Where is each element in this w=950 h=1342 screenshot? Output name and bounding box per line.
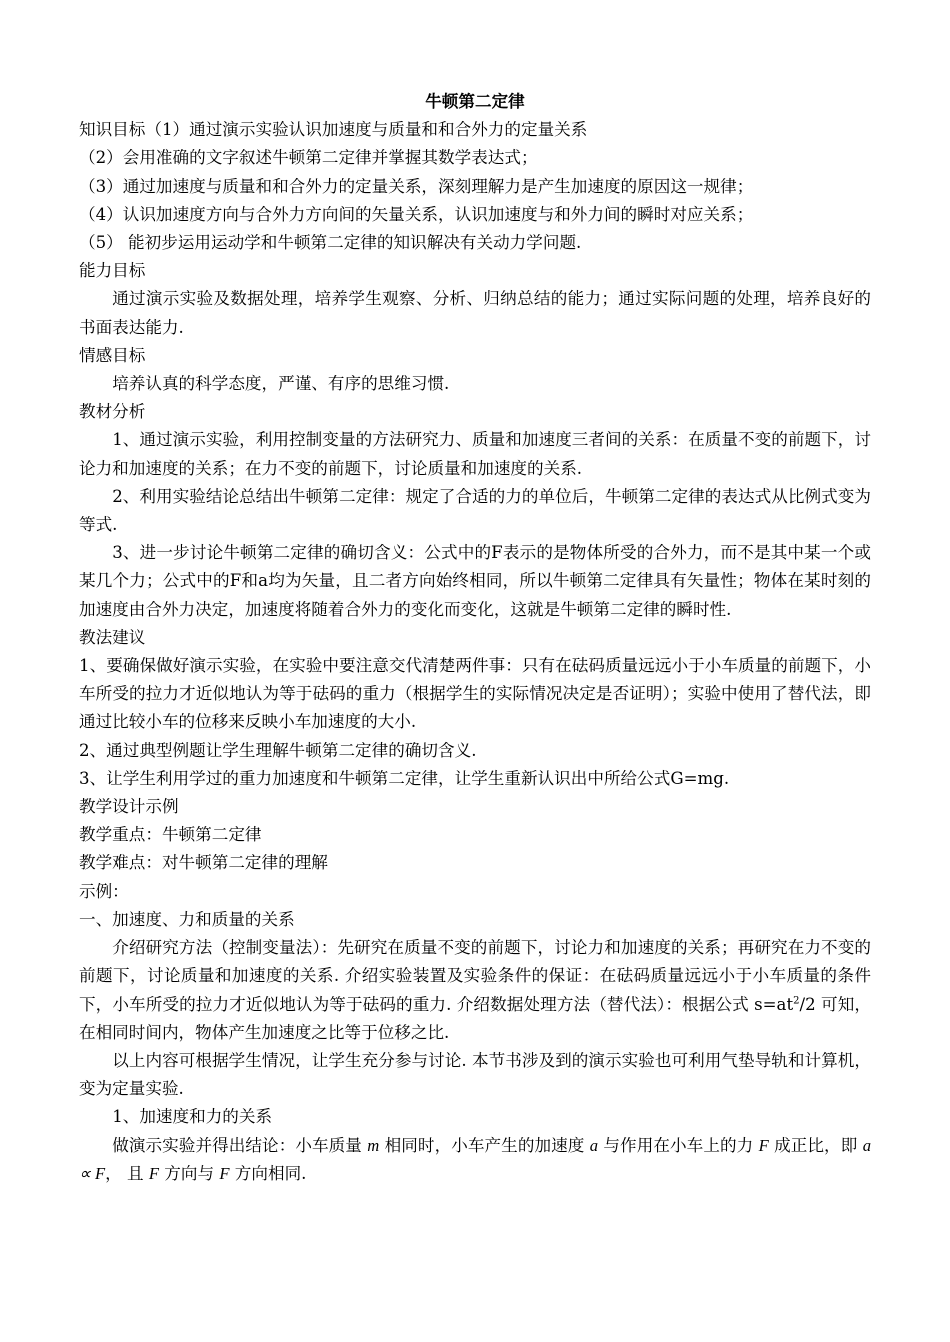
conclusion-paragraph bbox=[79, 1132, 871, 1188]
knowledge-goal-item: （5） 能初步运用运动学和牛顿第二定律的知识解决有关动力学问题. bbox=[79, 233, 582, 253]
analysis-heading: 教材分析 bbox=[79, 402, 146, 422]
method-item: 2、通过典型例题让学生理解牛顿第二定律的确切含义. bbox=[79, 740, 477, 760]
math-symbol-F: F bbox=[758, 1135, 769, 1155]
conclusion-text: ， 且 bbox=[105, 1163, 149, 1183]
design-heading: 教学设计示例 bbox=[79, 797, 179, 817]
subsection-heading: 1、加速度和力的关系 bbox=[112, 1107, 273, 1127]
discussion-paragraph: 以上内容可根据学生情况，让学生充分参与讨论. 本节书涉及到的演示实验也可利用气垫导轨和计算机，变为定量实验. bbox=[79, 1050, 871, 1099]
emotion-goals-heading: 情感目标 bbox=[79, 345, 146, 365]
conclusion-text: 成正比，即 bbox=[768, 1135, 863, 1155]
example-label: 示例： bbox=[79, 881, 129, 901]
knowledge-goal-item: （3）通过加速度与质量和和合外力的定量关系，深刻理解力是产生加速度的原因这一规律； bbox=[79, 176, 754, 196]
conclusion-text: 相同时，小车产生的加速度 bbox=[379, 1135, 590, 1155]
method-intro-text-end: /2 可知，在相同时间内，物体产生加速度之比等于位移之比. bbox=[79, 994, 871, 1042]
exponent: 2 bbox=[793, 994, 800, 1006]
difficulty-point: 教学难点：对牛顿第二定律的理解 bbox=[79, 853, 328, 873]
method-intro-text: 介绍研究方法（控制变量法）：先研究在质量不变的前题下，讨论力和加速度的关系；再研究在力不变的前题下，讨论质量和加速度的关系. 介绍实验装置及实验条件的保证：在砝码质量远远小于小车质量的条件下，小车所受的拉力才近似地认为等于砝码的重力. 介绍数据处理方法（替代法）：根据公式 s=at bbox=[79, 938, 871, 1014]
page-title: 牛顿第二定律 bbox=[425, 92, 525, 111]
conclusion-text: 与作用在小车上的力 bbox=[598, 1135, 759, 1155]
math-proportional-expression: a ∝ F bbox=[79, 1135, 871, 1183]
method-item: 1、要确保做好演示实验，在实验中要注意交代清楚两件事：只有在砝码质量远远小于小车质量的前题下，小车所受的拉力才近似地认为等于砝码的重力（根据学生的实际情况决定是否证明）；实验中使用了替代法，即通过比较小车的位移来反映小车加速度的大小. bbox=[79, 656, 871, 732]
conclusion-text: 方向相同. bbox=[229, 1163, 307, 1183]
ability-goals-heading: 能力目标 bbox=[79, 261, 146, 281]
math-symbol-m: m bbox=[367, 1135, 380, 1155]
analysis-item: 1、通过演示实验，利用控制变量的方法研究力、质量和加速度三者间的关系：在质量不变的前题下，讨论力和加速度的关系；在力不变的前题下，讨论质量和加速度的关系. bbox=[79, 430, 871, 478]
method-item: 3、让学生利用学过的重力加速度和牛顿第二定律，让学生重新认识出中所给公式G=mg. bbox=[79, 768, 730, 788]
analysis-item: 3、进一步讨论牛顿第二定律的确切含义：公式中的F表示的是物体所受的合外力，而不是其中某一个或某几个力；公式中的F和a均为矢量，且二者方向始终相同，所以牛顿第二定律具有矢量性；物体在某时刻的加速度由合外力决定，加速度将随着合外力的变化而变化，这就是牛顿第二定律的瞬时性. bbox=[79, 543, 871, 619]
math-symbol-a: a bbox=[589, 1135, 599, 1155]
math-symbol-F: F bbox=[148, 1163, 160, 1183]
ability-goals-text: 通过演示实验及数据处理，培养学生观察、分析、归纳总结的能力；通过实际问题的处理，培养良好的书面表达能力. bbox=[79, 289, 871, 337]
method-heading: 教法建议 bbox=[79, 627, 146, 647]
method-intro-paragraph bbox=[79, 934, 871, 1047]
knowledge-goal-item: （4）认识加速度方向与合外力方向间的矢量关系，认识加速度与和外力间的瞬时对应关系； bbox=[79, 204, 754, 224]
conclusion-text: 做演示实验并得出结论：小车质量 bbox=[112, 1135, 368, 1155]
emotion-goals-text: 培养认真的科学态度，严谨、有序的思维习惯. bbox=[112, 374, 450, 394]
document-body bbox=[79, 88, 871, 1188]
key-point: 教学重点：牛顿第二定律 bbox=[79, 825, 262, 845]
analysis-item: 2、利用实验结论总结出牛顿第二定律：规定了合适的力的单位后，牛顿第二定律的表达式从比例式变为等式. bbox=[79, 486, 871, 535]
knowledge-goals-heading: 知识目标（1）通过演示实验认识加速度与质量和和合外力的定量关系 bbox=[79, 120, 588, 140]
math-symbol-F: F bbox=[219, 1163, 230, 1183]
knowledge-goal-item: （2）会用准确的文字叙述牛顿第二定律并掌握其数学表达式； bbox=[79, 148, 538, 168]
section-heading: 一、加速度、力和质量的关系 bbox=[79, 909, 295, 929]
conclusion-text: 方向与 bbox=[159, 1163, 220, 1183]
